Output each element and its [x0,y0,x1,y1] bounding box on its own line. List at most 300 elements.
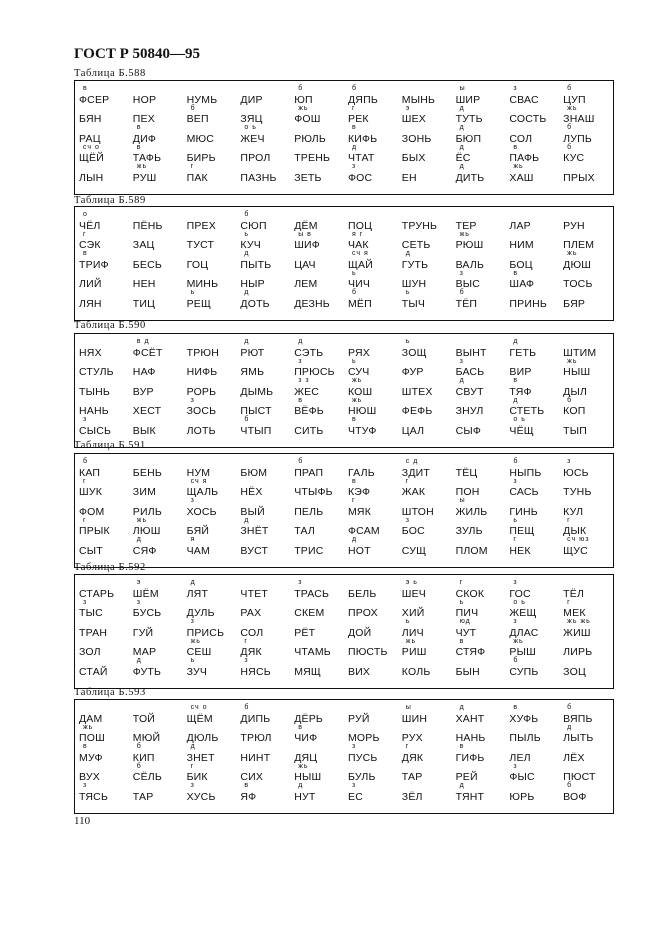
word-text: ТЁП [455,297,478,310]
pronunciation-mark: д [190,743,196,750]
word-text: ЖЕЧ [240,132,265,145]
word-text: ПРОХ [347,607,378,619]
word-text: ВЁФЬ [294,405,324,417]
word-text: РАЦ [79,132,101,145]
word-text: ЧАК [347,239,369,251]
word-text: МЮЙ [132,732,161,744]
word-text: ТЫНЬ [79,385,110,398]
word-text: ЖЕС [294,385,320,398]
word-text: ДЯПЬ [347,93,378,106]
word-text: ЛИРЬ [563,646,593,658]
word-text: СИХ [240,771,264,783]
word-cell [398,538,452,558]
table-row [75,252,613,272]
word-text: СКЕМ [294,607,325,619]
pronunciation-mark: в [83,743,88,750]
pronunciation-mark: ь [244,230,250,238]
word-cell [129,360,183,380]
word-cell [290,784,344,804]
pronunciation-mark: з [405,516,410,524]
table-row [75,499,613,519]
word-text: ДЯК [240,646,262,658]
pronunciation-mark: д [513,396,519,404]
word-text: СЫФ [455,424,482,437]
pronunciation-mark: ь [351,357,357,365]
word-text: ВЫК [132,424,156,437]
word-cell [183,538,237,558]
word-cell [236,126,290,146]
pronunciation-mark: э [405,104,411,112]
pronunciation-mark: в [298,396,303,404]
word-text: САСЬ [509,486,539,498]
word-text: СОЛ [240,626,264,639]
word-text: ПЕХ [132,113,155,125]
word-cell [236,659,290,679]
word-text: ЛАР [509,219,531,232]
pronunciation-mark: г [567,516,571,524]
pronunciation-mark: б [351,289,357,296]
pronunciation-mark: жь [83,723,94,731]
word-text: ЩАЙ [347,258,373,271]
word-cell [398,784,452,804]
word-cell [559,460,613,480]
pronunciation-mark: д [459,163,465,170]
pronunciation-mark: б [83,458,89,465]
word-text: ЮСЬ [563,466,589,479]
word-text: БУСЬ [132,607,162,619]
word-text: ЛЕЛ [509,751,531,764]
word-text: НАФ [132,366,156,378]
word-cell [129,762,183,785]
word-text: ПЮСТЬ [347,646,388,658]
table-row [75,659,613,679]
word-text: ЦАЧ [294,258,316,271]
pronunciation-mark: сч о [83,143,100,151]
word-cell [559,291,613,311]
word-text: ДЫЛ [563,385,588,398]
word-text: ЗЕТЬ [294,171,322,184]
pronunciation-mark: г [459,579,464,586]
pronunciation-mark: в [351,124,357,131]
word-cell [236,460,290,480]
word-cell [75,745,129,765]
word-text: ЛЯТ [186,587,209,600]
word-text: ДИР [240,93,263,106]
page-number: 110 [74,815,91,827]
word-text: ХУФЬ [509,712,539,725]
word-text: ДЫМЬ [240,385,274,398]
pronunciation-mark: жь [136,516,148,524]
pronunciation-mark: в [513,704,519,711]
pronunciation-mark: о ь [513,416,526,423]
word-text: ЮП [294,93,313,106]
pronunciation-mark: ы [405,704,412,711]
word-text: ПАЗНЬ [240,171,277,184]
word-text: ГИФЬ [455,751,485,764]
word-text: ЗОЦ [563,665,586,678]
word-cell [236,726,290,746]
word-text: ПРЮСЬ [294,366,335,378]
word-text: КАП [79,466,101,479]
pronunciation-mark: г [405,477,410,485]
word-text: БОЦ [509,258,533,271]
pronunciation-mark: б [567,124,573,131]
word-text: ПЛЕМ [563,239,595,251]
pronunciation-mark: д [513,338,519,345]
word-text: ТЫС [79,607,103,619]
table-caption: Таблица Б.588 [74,68,146,79]
word-cell [183,581,237,601]
word-cell [183,396,237,419]
word-cell [290,460,344,480]
word-text: ПАК [186,171,208,184]
word-text: НЫШ [294,771,322,783]
word-cell [559,418,613,438]
pronunciation-mark: з [83,598,88,606]
word-cell [129,620,183,640]
pronunciation-mark: б [351,85,357,92]
word-text: ШИН [401,712,428,725]
pronunciation-mark: г [351,497,356,504]
word-text: ВЫС [455,278,481,290]
pronunciation-mark: д [190,579,196,586]
word-cell [398,379,452,399]
word-cell [398,360,452,380]
word-text: ПРИНЬ [509,297,547,310]
word-cell [290,146,344,166]
word-text: ПЫТЬ [240,258,272,271]
word-text: ТУНЬ [563,486,592,498]
word-cell [559,213,613,233]
pronunciation-mark: ь [405,618,411,625]
word-cell [505,291,559,311]
word-cell [236,418,290,438]
word-text: ПРОЛ [240,152,271,164]
word-cell [344,745,398,765]
word-text: ДЛАС [509,626,539,639]
word-cell [452,784,506,804]
table-row [75,723,613,746]
word-text: ПРЕХ [186,219,216,232]
word-cell [452,745,506,765]
word-cell [559,165,613,185]
pronunciation-mark: жь [136,163,148,170]
pronunciation-mark: з [136,598,142,606]
word-text: ФСЕР [79,93,110,106]
pronunciation-mark: в [351,477,357,485]
word-text: ДЕЗНЬ [294,297,330,310]
pronunciation-mark: жь [298,762,309,770]
word-cell [344,601,398,621]
table-row [75,745,613,765]
pronunciation-mark: з [459,269,464,277]
pronunciation-mark: д [136,657,142,664]
word-cell [75,477,129,500]
word-cell [183,659,237,679]
word-cell [559,784,613,804]
word-cell [452,379,506,399]
pronunciation-mark: д [459,704,465,711]
word-cell [75,291,129,311]
word-cell [290,396,344,419]
word-text: ВЫНТ [455,346,487,359]
pronunciation-mark: в д [136,338,150,345]
pronunciation-mark: б [567,704,573,711]
word-text: СИТЬ [294,424,324,437]
word-text: ЦАЛ [401,424,425,437]
word-text: ЛИЙ [79,278,102,290]
word-text: СОСТЬ [509,113,547,125]
word-text: ШИР [455,93,481,106]
word-text: СКОК [455,587,485,600]
word-text: ШИФ [294,239,320,251]
word-text: ЛЕМ [294,278,318,290]
pronunciation-mark: д [459,782,465,789]
pronunciation-mark: б [567,143,573,151]
word-text: ФЕФЬ [401,405,433,417]
pronunciation-mark: ь [190,289,196,296]
word-cell [236,516,290,539]
word-cell [398,477,452,500]
word-text: ДОТЬ [240,297,270,310]
word-text: НЯХ [79,346,102,359]
word-text: СУЩ [401,544,427,557]
word-text: НИНТ [240,751,271,764]
word-text: ШТЕХ [401,385,433,398]
pronunciation-mark: г [83,477,87,485]
word-text: БЯР [563,297,586,310]
word-text: ТРЮЛ [240,732,272,744]
word-text: ГЕТЬ [509,346,537,359]
word-cell [236,291,290,311]
word-text: РОРЬ [186,385,217,398]
pronunciation-mark: г [244,637,248,645]
word-cell [344,620,398,640]
word-text: ЧАМ [186,544,210,557]
word-text: ДЯК [401,751,424,764]
word-text: СЁЛЬ [132,771,162,783]
word-text: ВУСТ [240,544,269,557]
pronunciation-mark: сч о [190,704,208,711]
word-text: ЗИМ [132,486,157,498]
pronunciation-mark: б [459,289,465,296]
word-text: ПЕЛЬ [294,505,324,518]
pronunciation-mark: д [459,104,465,112]
word-text: БЮМ [240,466,268,479]
word-cell [505,340,559,360]
word-text: ЗОСЬ [186,405,217,417]
word-cell [505,269,559,292]
word-text: ДУЛЬ [186,607,215,619]
word-text: ТРУНЬ [401,219,438,232]
word-text: КУЧ [240,239,261,251]
word-text: ФОШ [294,113,321,125]
word-cell [290,252,344,272]
word-text: ШТИМ [563,346,597,359]
word-table [74,80,614,195]
word-text: НИФЬ [186,366,218,378]
word-cell [344,784,398,804]
table-row [75,637,613,660]
table-row [75,230,613,253]
word-text: ТЯСЬ [79,790,109,803]
word-text: ГУЙ [132,626,154,639]
word-cell [183,340,237,360]
word-text: ФЫС [509,771,535,783]
pronunciation-mark: д [459,143,465,151]
pronunciation-mark: в [459,743,465,750]
word-cell [129,165,183,185]
word-text: ЛЮШ [132,525,161,537]
word-text: ПРИСЬ [186,626,225,639]
page-header: ГОСТ Р 50840—95 [74,46,201,62]
word-cell [559,143,613,166]
word-text: ЩЁЙ [79,152,104,164]
word-text: РЮШ [455,239,484,251]
word-text: ЧИФ [294,732,318,744]
pronunciation-mark: з [190,782,195,789]
word-cell [75,538,129,558]
word-text: ВЯПЬ [563,712,593,725]
pronunciation-mark: жь [459,230,470,238]
word-cell [505,477,559,500]
word-cell [75,107,129,127]
word-text: ЗОЛ [79,646,101,658]
table-row [75,126,613,146]
word-cell [290,601,344,621]
word-text: ЗЯЦ [240,113,263,125]
word-cell [290,620,344,640]
word-cell [290,499,344,519]
word-cell [452,659,506,679]
word-text: ФУР [401,366,424,378]
word-text: ПРАП [294,466,324,479]
word-text: ЖАК [401,486,426,498]
word-cell [505,233,559,253]
word-text: БЯЙ [186,525,210,537]
word-text: ТАФЬ [132,152,162,164]
word-text: ТЕР [455,219,477,232]
word-text: ПОЦ [347,219,373,232]
pronunciation-mark: з [351,743,357,750]
word-cell [398,213,452,233]
word-text: НАНЬ [455,732,486,744]
pronunciation-mark: сч я [351,250,369,257]
word-text: ЗНЁТ [240,525,269,537]
word-cell [452,538,506,558]
word-cell [75,252,129,272]
table-caption: Таблица Б.590 [74,320,146,331]
word-text: ТОЙ [132,712,156,725]
word-cell [236,360,290,380]
word-cell [344,418,398,438]
word-text: РИШ [401,646,427,658]
word-cell [344,538,398,558]
pronunciation-mark: жь [513,163,524,170]
word-cell [559,480,613,500]
word-cell [398,252,452,272]
word-cell [398,637,452,660]
word-text: НУМЬ [186,93,218,106]
table-row [75,538,613,558]
word-text: ЖИШ [563,626,591,639]
word-text: ТЫП [563,424,588,437]
word-text: БОС [401,525,425,537]
word-text: БАСЬ [455,366,485,378]
word-cell [75,418,129,438]
word-text: ЖЕЩ [509,607,537,619]
word-text: ФСАМ [347,525,380,537]
word-text: ПЁНЬ [132,219,163,232]
pronunciation-mark: б [244,416,250,423]
pronunciation-mark: б [513,458,519,465]
pronunciation-mark: жь [351,396,363,404]
table-caption: Таблица Б.591 [74,440,146,451]
word-table [74,699,614,814]
pronunciation-mark: д [244,516,250,524]
word-text: ПЕЩ [509,525,535,537]
table-row [75,291,613,311]
word-text: ПЫСТ [240,405,272,417]
word-text: СТЕТЬ [509,405,545,417]
pronunciation-mark: д [567,723,573,731]
word-cell [398,706,452,726]
word-text: ПРЫК [79,525,110,537]
word-text: БЮП [455,132,482,145]
word-cell [236,379,290,399]
word-cell [290,538,344,558]
word-text: НОТ [347,544,371,557]
word-cell [505,418,559,438]
word-text: ПРЫХ [563,171,595,184]
word-cell [398,291,452,311]
word-text: КОЛЬ [401,665,431,678]
word-cell [183,213,237,233]
table-row [75,143,613,166]
word-cell [183,252,237,272]
pronunciation-mark: б [244,704,250,711]
word-text: ЛОТЬ [186,424,216,437]
word-text: ТЯФ [509,385,532,398]
pronunciation-mark: д [136,536,142,543]
word-text: ТАЛ [294,525,315,537]
pronunciation-mark: з [190,618,195,625]
word-cell [75,87,129,107]
word-cell [398,104,452,127]
word-table [74,333,614,448]
pronunciation-mark: г [567,598,571,606]
word-text: РЯХ [347,346,370,359]
word-cell [505,784,559,804]
word-text: ГУТЬ [401,258,429,271]
word-cell [183,291,237,311]
word-text: ШТОН [401,505,434,518]
word-text: СТЯФ [455,646,486,658]
word-text: ТРИС [294,544,324,557]
word-text: ДЮЛЬ [186,732,219,744]
word-cell [505,706,559,726]
table-row [75,340,613,360]
word-text: ЗНЕТ [186,751,215,764]
table-row [75,104,613,127]
pronunciation-mark: з з [298,377,310,384]
word-text: ТЁЦ [455,466,478,479]
word-text: КУС [563,152,585,164]
word-cell [129,659,183,679]
pronunciation-mark: жь [567,250,578,257]
word-text: ДИФ [132,132,157,145]
word-text: ХАНТ [455,712,485,725]
